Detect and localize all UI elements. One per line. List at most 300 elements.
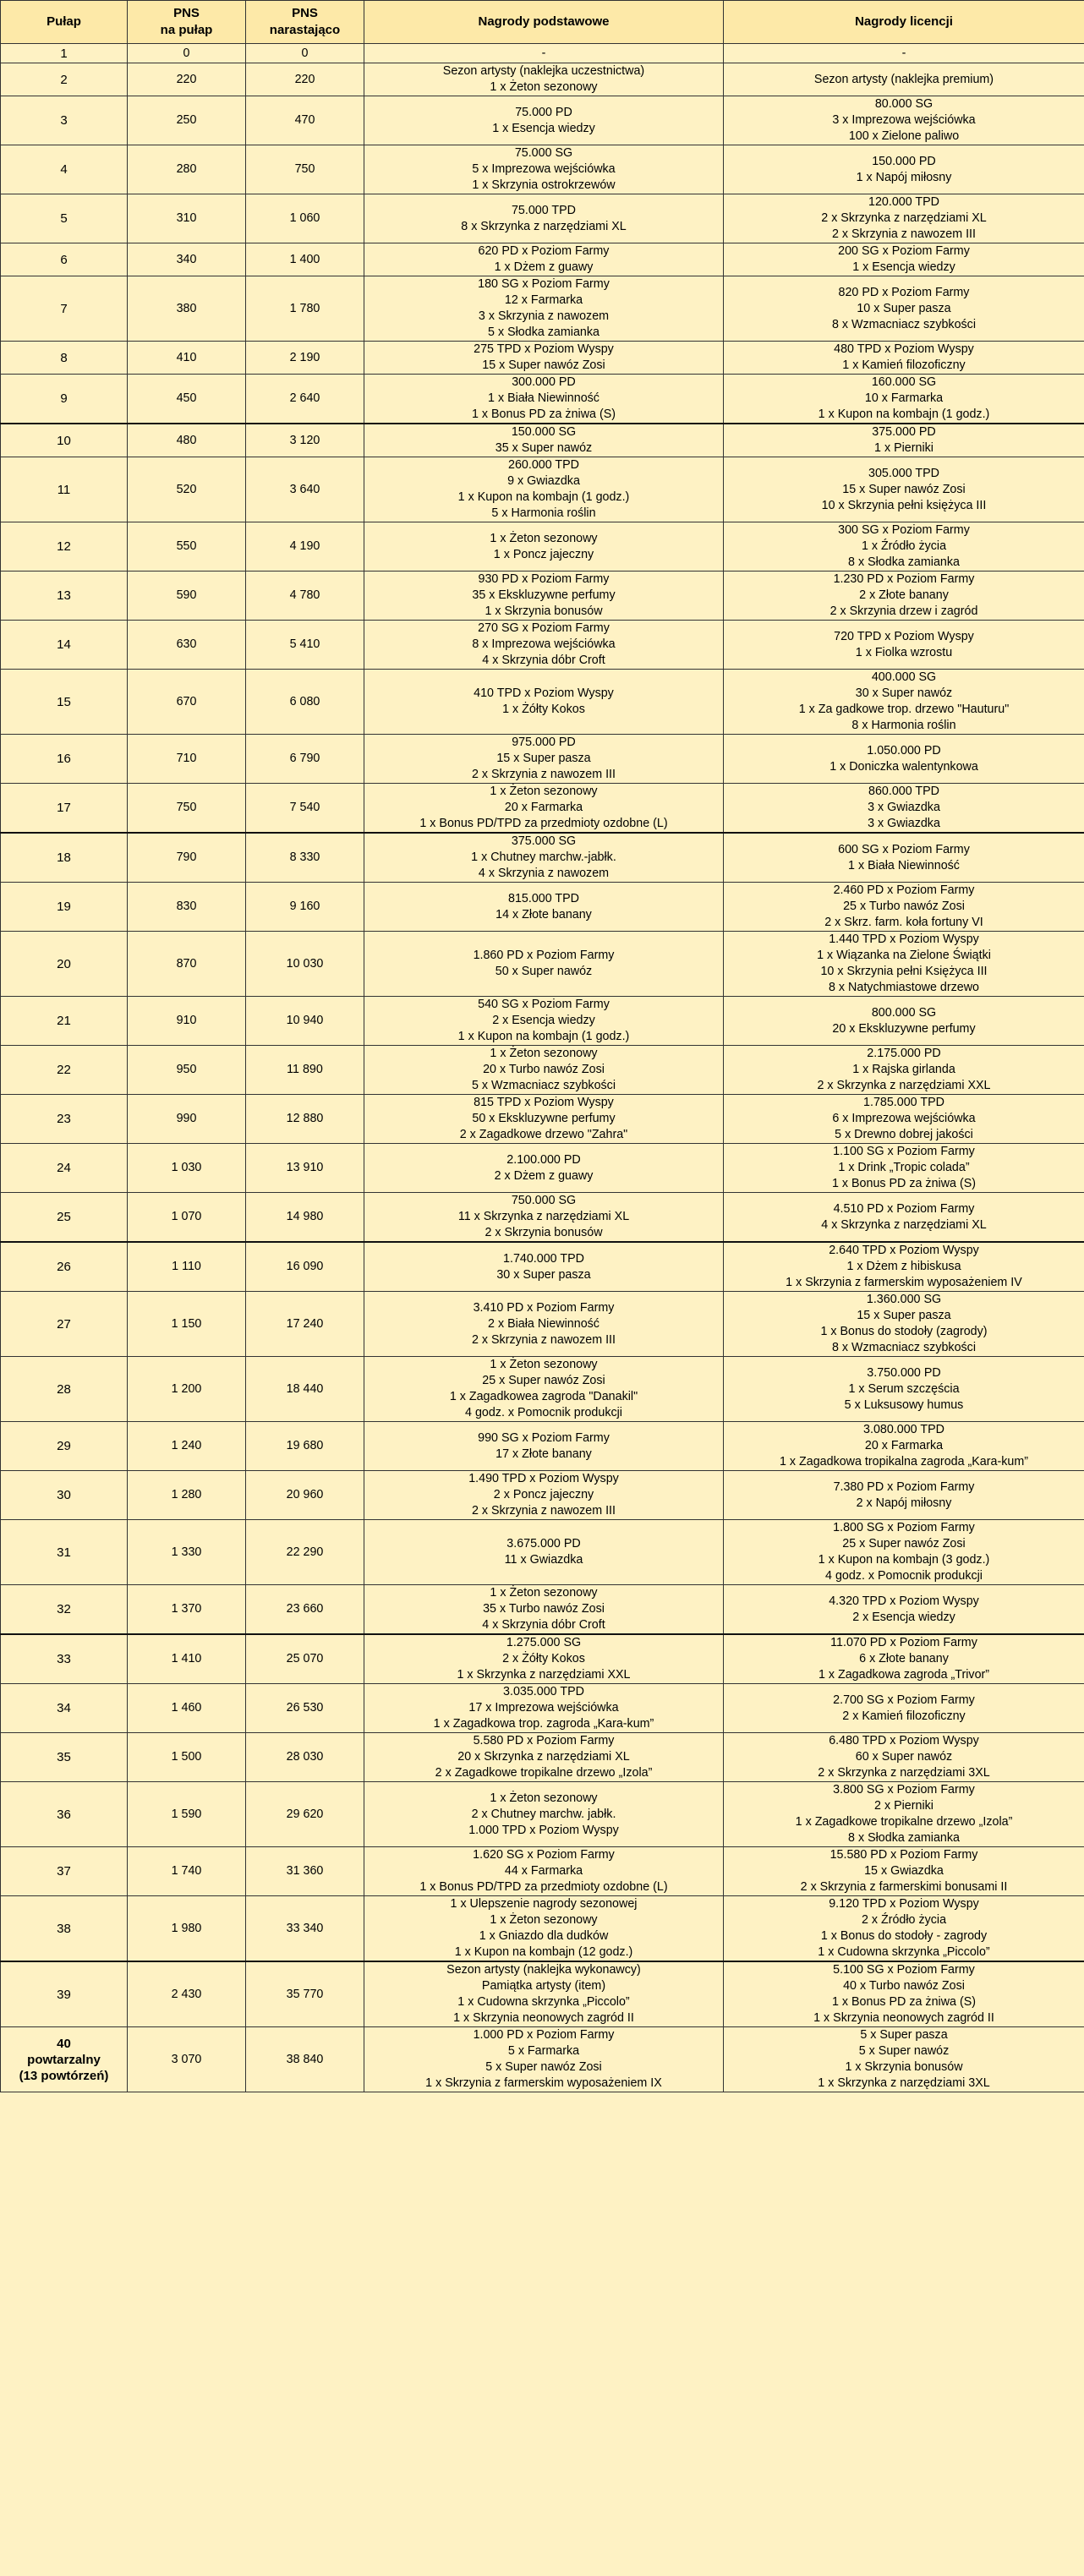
pns-total-value: 31 360 xyxy=(286,1864,324,1878)
pns-total-value: 17 240 xyxy=(286,1316,324,1331)
reward-line: 815.000 TPD xyxy=(508,891,579,905)
pns-per-level-cell xyxy=(128,735,246,784)
pns-cumulative-cell xyxy=(246,1782,364,1847)
reward-line: 1 x Ulepszenie nagrody sezonowej xyxy=(450,1897,638,1911)
pns-cumulative-cell xyxy=(246,1733,364,1782)
table-row xyxy=(1,1422,1084,1471)
reward-line: - xyxy=(541,46,546,60)
level-cell xyxy=(1,1520,128,1585)
reward-line: 20 x Ekskluzywne perfumy xyxy=(832,1021,976,1036)
level-value: 29 xyxy=(57,1439,71,1453)
level-cell xyxy=(1,1634,128,1684)
table-row xyxy=(1,1520,1084,1585)
license-rewards-cell xyxy=(724,243,1084,276)
reward-line: 1.440 TPD x Poziom Wyspy xyxy=(829,933,979,946)
reward-line: 25 x Super nawóz Zosi xyxy=(842,1537,966,1551)
pns-cumulative-cell xyxy=(246,833,364,883)
basic-rewards-cell xyxy=(364,670,724,735)
level-cell xyxy=(1,883,128,932)
pns-value: 280 xyxy=(176,162,197,176)
level-cell xyxy=(1,243,128,276)
license-rewards-cell xyxy=(724,44,1084,63)
level-cell xyxy=(1,194,128,243)
reward-line: 1 x Żółty Kokos xyxy=(502,703,585,716)
level-value: 30 xyxy=(57,1488,71,1502)
reward-line: 10 x Super pasza xyxy=(857,301,951,315)
basic-rewards-cell xyxy=(364,1961,724,2027)
basic-rewards-cell xyxy=(364,1242,724,1292)
basic-rewards-cell xyxy=(364,243,724,276)
reward-line: 8 x Harmonia roślin xyxy=(851,719,956,732)
reward-line: 1.740.000 TPD xyxy=(503,1251,584,1266)
level-cell xyxy=(1,1585,128,1635)
level-value: 27 xyxy=(57,1316,71,1332)
reward-line: 4.510 PD x Poziom Farmy xyxy=(833,1201,975,1216)
table-row xyxy=(1,342,1084,375)
pns-per-level-cell xyxy=(128,1585,246,1635)
reward-line: 260.000 TPD xyxy=(508,458,579,472)
reward-line: 2 x Skrzynia z farmerskimi bonusami II xyxy=(800,1880,1008,1894)
pns-per-level-cell xyxy=(128,1896,246,1962)
pns-total-value: 0 xyxy=(301,46,309,60)
basic-rewards-cell xyxy=(364,375,724,424)
level-cell xyxy=(1,44,128,63)
pns-total-value: 23 660 xyxy=(286,1602,324,1616)
header-label: Pułap xyxy=(47,14,81,29)
level-value: 19 xyxy=(57,900,71,914)
reward-line: 44 x Farmarka xyxy=(504,1864,583,1878)
pns-per-level-cell xyxy=(128,276,246,342)
pns-cumulative-cell xyxy=(246,735,364,784)
license-rewards-cell xyxy=(724,1896,1084,1962)
reward-line: 120.000 TPD xyxy=(868,195,939,209)
level-value: 12 xyxy=(57,539,71,554)
reward-line: 1.050.000 PD xyxy=(867,743,941,757)
reward-line: 9.120 TPD x Poziom Wyspy xyxy=(829,1897,979,1911)
header-label: narastająco xyxy=(269,23,341,37)
reward-line: 1 x Bonus do stodoły (zagrody) xyxy=(820,1325,988,1338)
reward-line: 2.175.000 PD xyxy=(867,1047,941,1060)
reward-line: 6 x Imprezowa wejściówka xyxy=(832,1112,976,1125)
pns-per-level-cell xyxy=(128,1144,246,1193)
reward-line: 1.000 TPD x Poziom Wyspy xyxy=(468,1823,619,1837)
license-rewards-cell xyxy=(724,833,1084,883)
table-row xyxy=(1,1095,1084,1144)
reward-line: 1 x Żeton sezonowy xyxy=(490,80,598,94)
reward-line: 50 x Ekskluzywne perfumy xyxy=(472,1112,616,1125)
level-value: 15 xyxy=(57,694,71,709)
license-rewards-cell xyxy=(724,621,1084,670)
pns-total-value: 6 080 xyxy=(289,694,320,708)
reward-line: 6.480 TPD x Poziom Wyspy xyxy=(829,1734,979,1747)
pns-value: 480 xyxy=(176,433,197,447)
reward-line: 35 x Ekskluzywne perfumy xyxy=(472,588,616,602)
header-license-rewards xyxy=(724,1,1084,44)
reward-line: - xyxy=(901,46,906,60)
reward-line: 1 x Żeton sezonowy xyxy=(490,1913,598,1927)
license-rewards-cell xyxy=(724,1422,1084,1471)
table-row xyxy=(1,784,1084,834)
level-value: 14 xyxy=(57,637,71,652)
pns-cumulative-cell xyxy=(246,1292,364,1357)
pns-cumulative-cell xyxy=(246,1095,364,1144)
reward-line: 1 x Skrzynia z farmerskim wyposażeniem IX xyxy=(425,2076,662,2090)
pns-per-level-cell xyxy=(128,1782,246,1847)
license-rewards-cell xyxy=(724,457,1084,522)
reward-line: 15 x Super nawóz Zosi xyxy=(842,482,966,496)
reward-line: 1.275.000 SG xyxy=(506,1636,582,1649)
table-row xyxy=(1,424,1084,457)
table-row xyxy=(1,145,1084,194)
level-cell xyxy=(1,145,128,194)
reward-line: 11.070 PD x Poziom Farmy xyxy=(830,1636,977,1649)
reward-line: 1 x Gniazdo dla dudków xyxy=(479,1929,609,1943)
reward-line: 1 x Zagadkowa trop. zagroda „Kara-kum” xyxy=(433,1717,654,1731)
reward-line: 1 x Pierniki xyxy=(874,441,933,455)
pns-value: 410 xyxy=(176,350,197,364)
reward-line: 80.000 SG xyxy=(874,97,933,111)
license-rewards-cell xyxy=(724,997,1084,1046)
table-row xyxy=(1,833,1084,883)
license-rewards-cell xyxy=(724,194,1084,243)
pns-cumulative-cell xyxy=(246,2027,364,2092)
reward-line: 3.800 SG x Poziom Farmy xyxy=(833,1783,975,1797)
level-cell xyxy=(1,1144,128,1193)
reward-line: 1 x Kupon na kombajn (1 godz.) xyxy=(818,407,990,421)
table-row xyxy=(1,883,1084,932)
reward-line: 75.000 TPD xyxy=(511,203,577,217)
level-value: 37 xyxy=(57,1864,71,1879)
reward-line: 800.000 SG xyxy=(871,1005,937,1020)
license-rewards-cell xyxy=(724,784,1084,834)
reward-line: 4 x Skrzynia z nawozem xyxy=(478,867,610,880)
level-cell xyxy=(1,342,128,375)
reward-line: 2.700 SG x Poziom Farmy xyxy=(833,1693,975,1707)
reward-line: 4 x Skrzynia dóbr Croft xyxy=(482,654,605,667)
table-row xyxy=(1,522,1084,572)
pns-cumulative-cell xyxy=(246,572,364,621)
table-row xyxy=(1,276,1084,342)
level-value: 18 xyxy=(57,850,71,865)
license-rewards-cell xyxy=(724,1847,1084,1896)
pns-cumulative-cell xyxy=(246,243,364,276)
level-cell xyxy=(1,96,128,145)
pns-total-value: 11 890 xyxy=(287,1063,323,1076)
reward-line: 1.860 PD x Poziom Farmy xyxy=(473,949,615,962)
pns-cumulative-cell xyxy=(246,96,364,145)
reward-line: 5 x Luksusowy humus xyxy=(844,1397,964,1412)
reward-line: 8 x Wzmacniacz szybkości xyxy=(831,317,976,331)
pns-per-level-cell xyxy=(128,522,246,572)
pns-per-level-cell xyxy=(128,1357,246,1422)
pns-cumulative-cell xyxy=(246,342,364,375)
header-label: PNS xyxy=(173,6,200,20)
pns-cumulative-cell xyxy=(246,44,364,63)
reward-line: 35 x Turbo nawóz Zosi xyxy=(483,1602,605,1616)
level-cell xyxy=(1,670,128,735)
level-value: 17 xyxy=(57,801,71,815)
pns-total-value: 10 940 xyxy=(286,1014,324,1027)
pns-cumulative-cell xyxy=(246,1193,364,1243)
reward-line: 1 x Dżem z guawy xyxy=(494,260,594,274)
reward-line: 3.675.000 PD xyxy=(506,1537,581,1551)
reward-line: Sezon artysty (naklejka premium) xyxy=(813,72,994,86)
level-value: (13 powtórzeń) xyxy=(19,2068,109,2083)
reward-line: 11 x Skrzynka z narzędziami XL xyxy=(457,1210,630,1223)
reward-line: 480 TPD x Poziom Wyspy xyxy=(834,342,974,356)
reward-line: 1 x Bonus PD za żniwa (S) xyxy=(831,1177,977,1190)
reward-line: 7.380 PD x Poziom Farmy xyxy=(833,1479,975,1494)
pns-value: 1 740 xyxy=(171,1864,202,1878)
reward-line: 1 x Esencja wiedzy xyxy=(492,121,595,135)
level-value: 33 xyxy=(57,1652,71,1666)
pns-per-level-cell xyxy=(128,1733,246,1782)
table-row xyxy=(1,63,1084,96)
basic-rewards-cell xyxy=(364,883,724,932)
reward-line: 200 SG x Poziom Farmy xyxy=(838,244,970,258)
basic-rewards-cell xyxy=(364,572,724,621)
reward-line: 5 x Farmarka xyxy=(507,2044,580,2058)
pns-cumulative-cell xyxy=(246,1896,364,1962)
reward-line: 14 x Złote banany xyxy=(495,907,592,922)
reward-line: 1 x Żeton sezonowy xyxy=(490,531,598,545)
basic-rewards-cell xyxy=(364,1782,724,1847)
reward-line: 2.460 PD x Poziom Farmy xyxy=(833,883,975,897)
license-rewards-cell xyxy=(724,1961,1084,2027)
level-value: 26 xyxy=(57,1260,71,1274)
reward-line: 540 SG x Poziom Farmy xyxy=(478,998,610,1011)
pns-cumulative-cell xyxy=(246,1242,364,1292)
reward-line: 990 SG x Poziom Farmy xyxy=(478,1430,610,1445)
pns-value: 450 xyxy=(176,391,197,405)
reward-line: 10 x Skrzynia pełni księżyca III xyxy=(821,498,987,512)
pns-total-value: 2 640 xyxy=(289,391,320,405)
pns-value: 340 xyxy=(176,252,197,266)
pns-total-value: 5 410 xyxy=(289,637,320,651)
license-rewards-cell xyxy=(724,375,1084,424)
basic-rewards-cell xyxy=(364,1847,724,1896)
reward-line: 1 x Fiolka wzrostu xyxy=(855,645,953,659)
reward-line: 8 x Wzmacniacz szybkości xyxy=(831,1341,976,1354)
pns-value: 830 xyxy=(176,900,197,913)
reward-line: 150.000 SG xyxy=(511,425,577,439)
reward-line: 10 x Farmarka xyxy=(864,391,944,405)
reward-line: 1 x Rajska girlanda xyxy=(852,1063,955,1076)
reward-line: 1.785.000 TPD xyxy=(863,1096,944,1109)
reward-line: 1 x Chutney marchw.-jabłk. xyxy=(471,850,616,864)
reward-line: Sezon artysty (naklejka uczestnictwa) xyxy=(442,64,645,78)
pns-cumulative-cell xyxy=(246,1634,364,1684)
pns-total-value: 18 440 xyxy=(286,1381,324,1396)
pns-value: 1 030 xyxy=(171,1161,202,1174)
pns-total-value: 8 330 xyxy=(289,850,320,864)
reward-line: 1 x Cudowna skrzynka „Piccolo” xyxy=(818,1945,990,1959)
reward-line: 1 x Zagadkowa zagroda „Trivor” xyxy=(818,1668,990,1682)
reward-line: 1 x Żeton sezonowy xyxy=(490,1047,598,1060)
level-cell xyxy=(1,1733,128,1782)
pns-cumulative-cell xyxy=(246,1847,364,1896)
reward-line: 2 x Zagadkowe tropikalne drzewo „Izola” xyxy=(435,1766,653,1780)
reward-line: 2 x Chutney marchw. jabłk. xyxy=(471,1807,616,1821)
basic-rewards-cell xyxy=(364,1585,724,1635)
level-cell xyxy=(1,997,128,1046)
level-value: 28 xyxy=(57,1381,71,1397)
reward-line: 1.000 PD x Poziom Farmy xyxy=(473,2028,615,2042)
reward-line: 1 x Bonus PD za żniwa (S) xyxy=(831,1995,977,2009)
level-value: 22 xyxy=(57,1063,71,1077)
pns-value: 990 xyxy=(176,1112,197,1125)
reward-line: 2 x Zagadkowe drzewo "Zahra" xyxy=(459,1128,628,1141)
reward-line: 3.750.000 PD xyxy=(867,1365,941,1380)
reward-line: 1.490 TPD x Poziom Wyspy xyxy=(468,1472,619,1485)
table-row xyxy=(1,1782,1084,1847)
level-cell xyxy=(1,1961,128,2027)
table-row xyxy=(1,1471,1084,1520)
level-value: 1 xyxy=(60,46,68,61)
basic-rewards-cell xyxy=(364,522,724,572)
header-row xyxy=(1,1,1084,44)
level-cell xyxy=(1,1357,128,1422)
license-rewards-cell xyxy=(724,1242,1084,1292)
license-rewards-cell xyxy=(724,63,1084,96)
reward-line: 4 x Skrzynia dóbr Croft xyxy=(482,1618,605,1632)
reward-line: 600 SG x Poziom Farmy xyxy=(838,842,970,856)
reward-line: 15 x Super nawóz Zosi xyxy=(482,358,605,372)
reward-line: 6 x Złote banany xyxy=(859,1652,949,1665)
reward-line: 1 x Kupon na kombajn (1 godz.) xyxy=(457,490,630,504)
level-value: 39 xyxy=(57,1987,71,2002)
license-rewards-cell xyxy=(724,145,1084,194)
reward-line: 30 x Super nawóz xyxy=(855,686,953,700)
reward-line: 8 x Natychmiastowe drzewo xyxy=(829,981,979,994)
pns-cumulative-cell xyxy=(246,1471,364,1520)
license-rewards-cell xyxy=(724,572,1084,621)
pns-value: 1 150 xyxy=(171,1316,202,1331)
reward-line: Pamiątka artysty (item) xyxy=(481,1979,606,1993)
reward-line: 40 x Turbo nawóz Zosi xyxy=(843,1979,965,1993)
table-row xyxy=(1,1046,1084,1095)
table-row xyxy=(1,194,1084,243)
basic-rewards-cell xyxy=(364,784,724,834)
license-rewards-cell xyxy=(724,2027,1084,2092)
reward-line: 9 x Gwiazdka xyxy=(507,474,580,488)
reward-line: 620 PD x Poziom Farmy xyxy=(478,244,610,258)
level-value: 6 xyxy=(60,252,68,267)
license-rewards-cell xyxy=(724,1782,1084,1847)
pns-total-value: 470 xyxy=(294,113,315,127)
pns-per-level-cell xyxy=(128,572,246,621)
reward-line: 2 x Skrzynia drzew i zagród xyxy=(829,604,978,618)
table-row xyxy=(1,1847,1084,1896)
basic-rewards-cell xyxy=(364,1292,724,1357)
basic-rewards-cell xyxy=(364,735,724,784)
level-value: 10 xyxy=(57,433,71,448)
reward-line: 1 x Żeton sezonowy xyxy=(490,1586,598,1600)
reward-line: 12 x Farmarka xyxy=(504,293,583,307)
pns-per-level-cell xyxy=(128,1471,246,1520)
pns-total-value: 29 620 xyxy=(286,1807,324,1821)
reward-line: 3 x Skrzynia z nawozem xyxy=(478,309,610,323)
pns-value: 1 240 xyxy=(171,1439,202,1452)
pns-value: 1 980 xyxy=(171,1921,202,1935)
reward-line: 15 x Super pasza xyxy=(496,752,591,765)
pns-value: 380 xyxy=(176,301,197,315)
level-cell xyxy=(1,1242,128,1292)
pns-per-level-cell xyxy=(128,670,246,735)
pns-total-value: 20 960 xyxy=(286,1488,324,1501)
reward-line: 2 x Żółty Kokos xyxy=(502,1652,585,1665)
reward-line: 375.000 SG xyxy=(511,834,577,848)
header-pns-per-level xyxy=(128,1,246,44)
pns-value: 870 xyxy=(176,956,197,971)
reward-line: 2 x Skrzynka z narzędziami XXL xyxy=(817,1079,991,1092)
pns-value: 1 070 xyxy=(171,1210,202,1223)
reward-line: 1 x Zagadkowe tropikalne drzewo „Izola” xyxy=(795,1815,1013,1829)
basic-rewards-cell xyxy=(364,833,724,883)
level-cell xyxy=(1,1046,128,1095)
level-cell xyxy=(1,1292,128,1357)
table-row xyxy=(1,44,1084,63)
reward-line: 5 x Super nawóz Zosi xyxy=(485,2060,602,2074)
reward-line: 11 x Gwiazdka xyxy=(504,1553,583,1567)
reward-line: 4.320 TPD x Poziom Wyspy xyxy=(829,1594,979,1608)
pns-value: 1 330 xyxy=(171,1545,202,1559)
level-value: powtarzalny xyxy=(27,2052,101,2067)
pns-value: 2 430 xyxy=(171,1987,202,2001)
reward-line: 815 TPD x Poziom Wyspy xyxy=(474,1096,614,1109)
level-cell xyxy=(1,1896,128,1962)
pns-cumulative-cell xyxy=(246,276,364,342)
pns-per-level-cell xyxy=(128,1961,246,2027)
level-cell xyxy=(1,932,128,997)
reward-line: 3.410 PD x Poziom Farmy xyxy=(473,1300,615,1315)
pns-per-level-cell xyxy=(128,194,246,243)
reward-line: 30 x Super pasza xyxy=(496,1267,591,1282)
table-row xyxy=(1,1684,1084,1733)
license-rewards-cell xyxy=(724,1046,1084,1095)
pns-total-value: 12 880 xyxy=(286,1112,324,1125)
pns-cumulative-cell xyxy=(246,997,364,1046)
reward-line: 2 x Źródło życia xyxy=(861,1913,947,1927)
pns-cumulative-cell xyxy=(246,932,364,997)
pns-value: 1 370 xyxy=(171,1602,202,1616)
level-value: 2 xyxy=(60,72,68,87)
pns-per-level-cell xyxy=(128,997,246,1046)
pns-value: 710 xyxy=(176,752,197,765)
pns-value: 1 460 xyxy=(171,1701,202,1715)
license-rewards-cell xyxy=(724,522,1084,572)
reward-line: 750.000 SG xyxy=(511,1194,577,1207)
pns-value: 1 280 xyxy=(171,1488,202,1501)
pns-per-level-cell xyxy=(128,457,246,522)
header-pns-cumulative xyxy=(246,1,364,44)
level-value: 13 xyxy=(57,588,71,603)
pns-total-value: 16 090 xyxy=(286,1260,324,1273)
reward-line: 2 x Napój miłosny xyxy=(856,1496,952,1510)
table-row xyxy=(1,243,1084,276)
reward-line: 2 x Skrz. farm. koła fortuny VI xyxy=(824,916,983,929)
reward-line: 2 x Esencja wiedzy xyxy=(852,1610,955,1624)
pns-value: 1 500 xyxy=(171,1750,202,1764)
reward-line: 1 x Źródło życia xyxy=(861,539,947,553)
pns-cumulative-cell xyxy=(246,670,364,735)
table-row xyxy=(1,457,1084,522)
level-cell xyxy=(1,1471,128,1520)
level-cell xyxy=(1,375,128,424)
reward-line: 8 x Skrzynka z narzędziami XL xyxy=(461,219,627,233)
license-rewards-cell xyxy=(724,1357,1084,1422)
basic-rewards-cell xyxy=(364,1095,724,1144)
